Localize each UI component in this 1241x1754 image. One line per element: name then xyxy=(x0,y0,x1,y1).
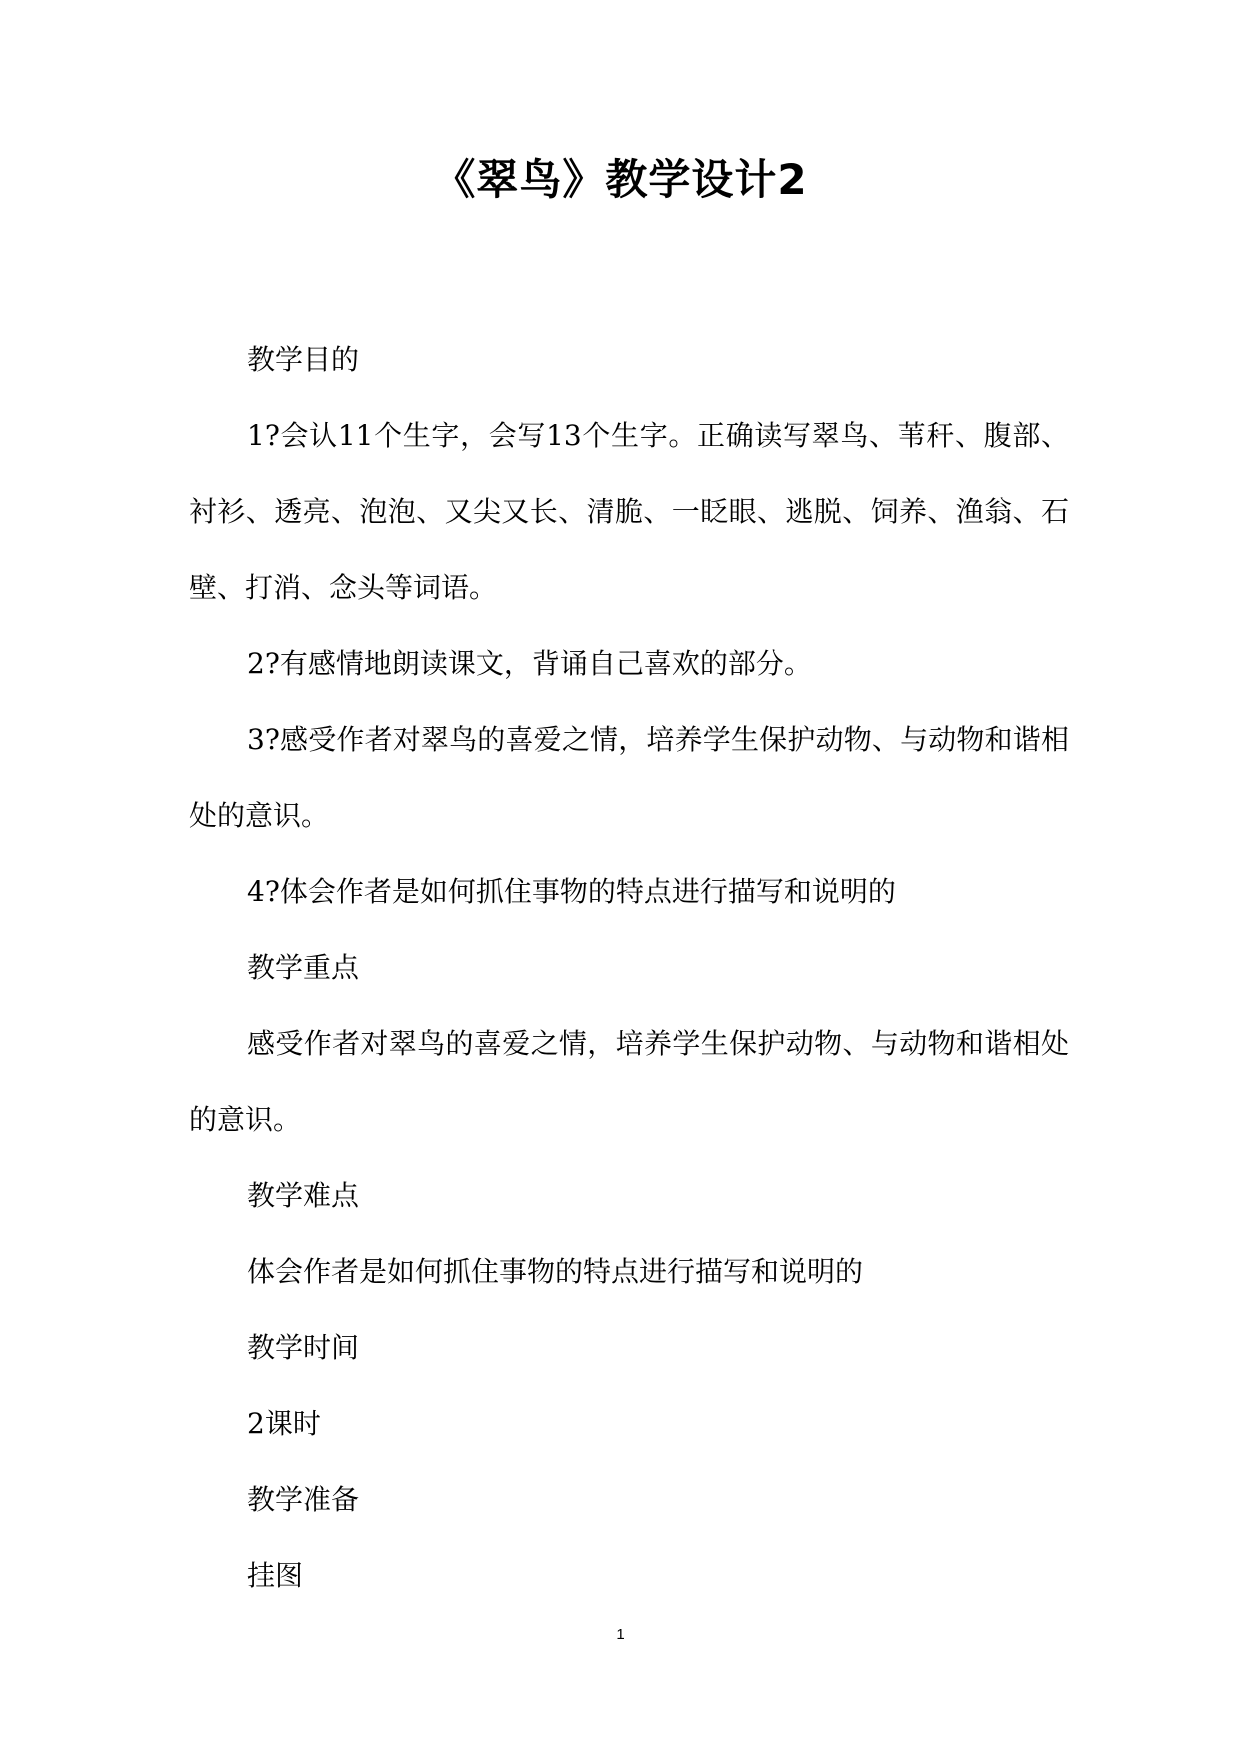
teaching-difficulty-paragraph: 体会作者是如何抓住事物的特点进行描写和说明的 xyxy=(247,1255,864,1288)
objective-4-paragraph: 4?体会作者是如何抓住事物的特点进行描写和说明的 xyxy=(247,875,896,908)
teaching-time-paragraph: 2课时 xyxy=(247,1407,321,1440)
objective-3-paragraph: 3?感受作者对翠鸟的喜爱之情，培养学生保护动物、与动物和谐相处的意识。 xyxy=(189,723,1069,832)
heading-teaching-preparation: 教学准备 xyxy=(247,1483,360,1516)
heading-teaching-time: 教学时间 xyxy=(247,1331,360,1364)
page-number: 1 xyxy=(616,1626,625,1643)
document-title: 《翠鸟》教学设计2 xyxy=(433,155,808,204)
document-body xyxy=(189,322,1069,1614)
objective-1-paragraph: 1?会认11个生字，会写13个生字。正确读写翠鸟、苇秆、腹部、衬衫、透亮、泡泡、又尖又长、清脆、一眨眼、逃脱、饲养、渔翁、石壁、打消、念头等词语。 xyxy=(189,419,1069,604)
heading-teaching-focus: 教学重点 xyxy=(247,951,360,984)
teaching-focus-paragraph: 感受作者对翠鸟的喜爱之情，培养学生保护动物、与动物和谐相处的意识。 xyxy=(189,1027,1069,1136)
teaching-preparation-paragraph: 挂图 xyxy=(247,1559,304,1592)
objective-2-paragraph: 2?有感情地朗读课文，背诵自己喜欢的部分。 xyxy=(247,647,812,680)
heading-teaching-difficulty: 教学难点 xyxy=(247,1179,360,1212)
heading-teaching-objectives: 教学目的 xyxy=(247,343,360,376)
